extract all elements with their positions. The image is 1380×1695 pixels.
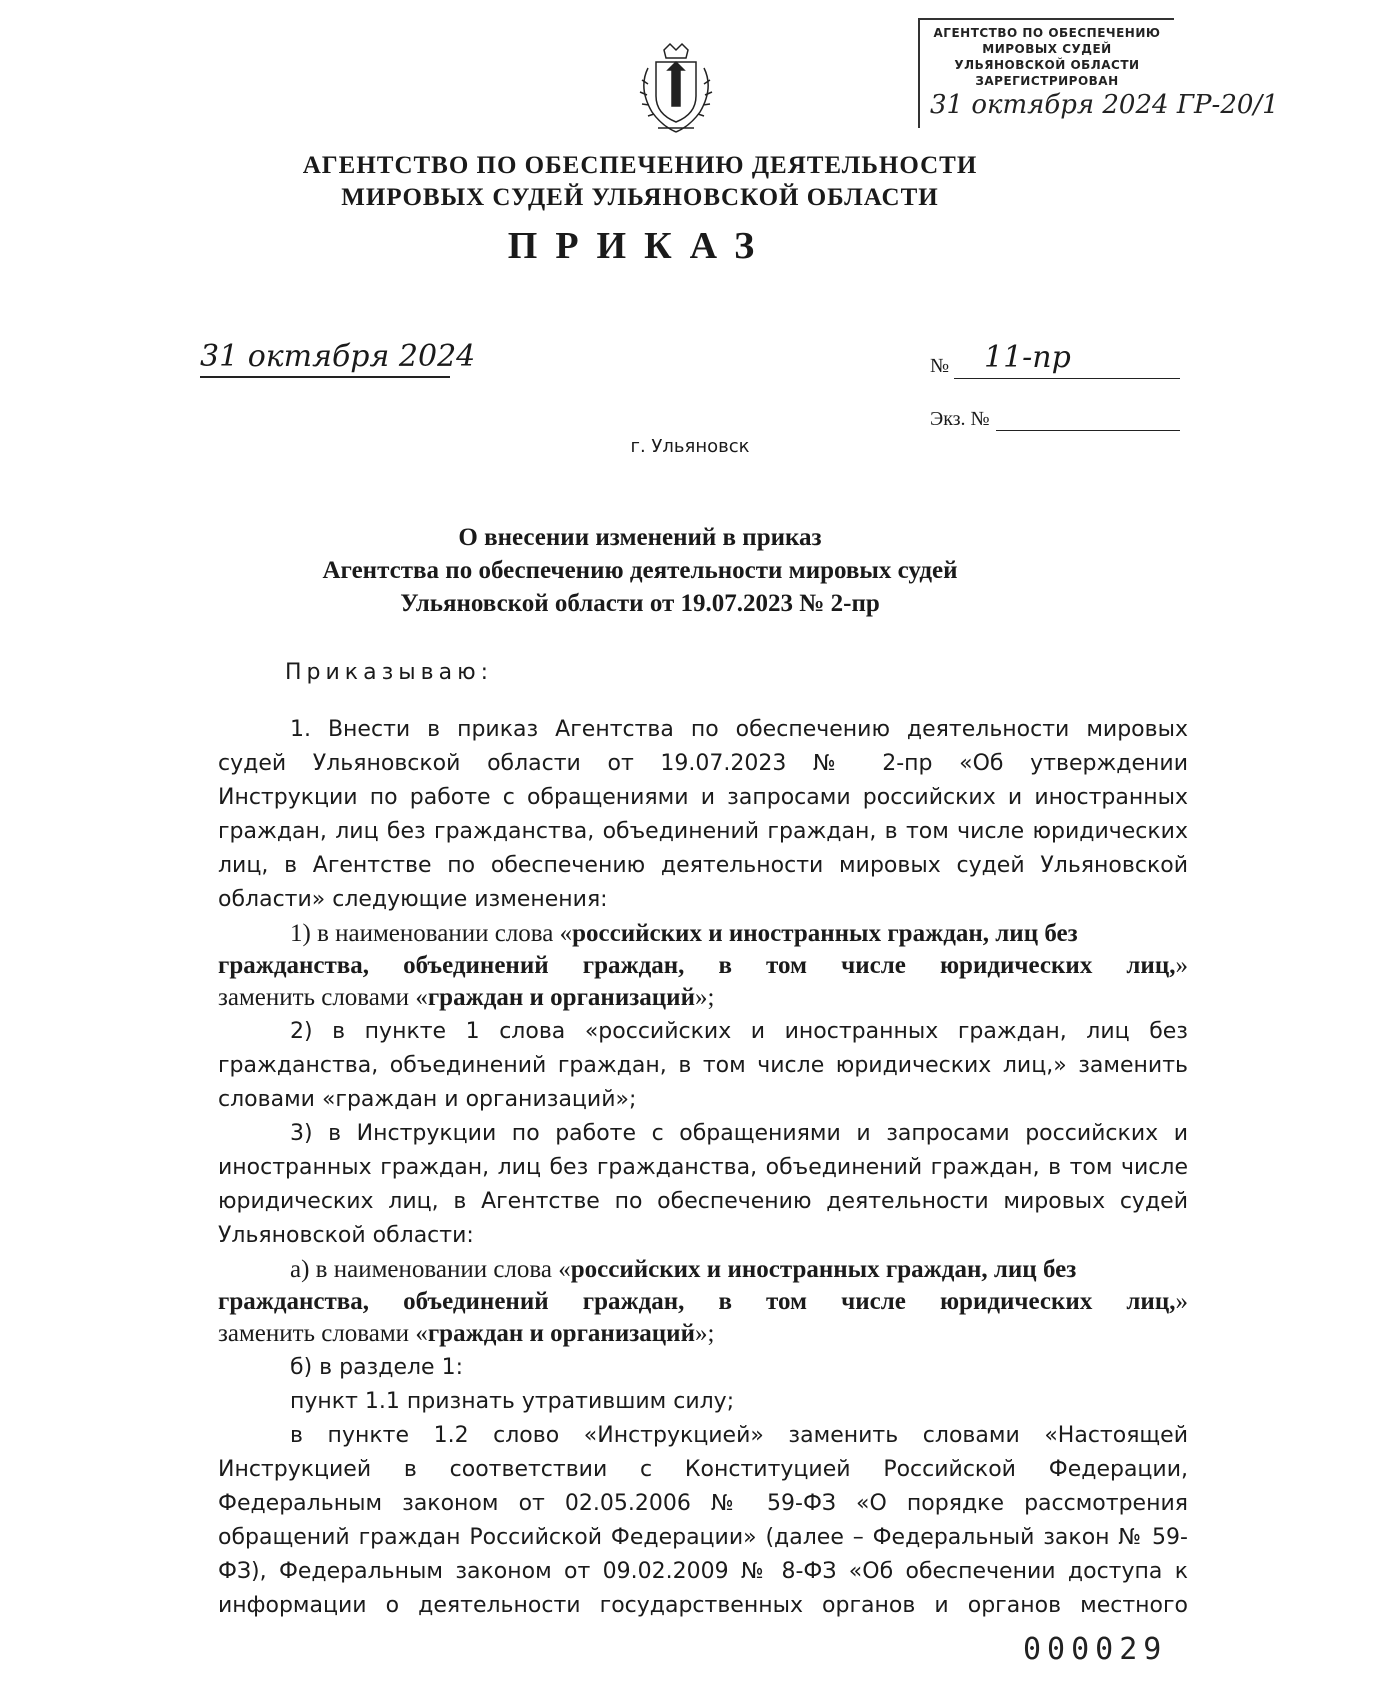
order-word: Приказываю: (285, 660, 494, 685)
body-line: пункт 1.1 признать утратившим силу; (290, 1389, 735, 1414)
body-line: Инструкцией в соответствии с Конституцией Российской Федерации, (218, 1457, 1188, 1482)
item-1-line2: гражданства, объединений граждан, в том числе юридических лиц,» (218, 952, 1188, 979)
stamp-handwritten-registration: 31 октября 2024 ГР-20/1 (930, 90, 1279, 120)
body-line: обращений граждан Российской Федерации» (далее – Федеральный закон № 59- (218, 1525, 1188, 1550)
item-a-line1: а) в наименовании слова «российских и иностранных граждан, лиц без (290, 1256, 1077, 1283)
page-number: 000029 (1023, 1632, 1168, 1667)
body-line: гражданства, объединений граждан, в том числе юридических лиц,» заменить (218, 1053, 1188, 1078)
subject-line3: Ульяновской области от 19.07.2023 № 2-пр (400, 590, 880, 617)
body-line: 3) в Инструкции по работе с обращениями и запросами российских и (290, 1121, 1188, 1146)
body-line: Федеральным законом от 02.05.2006 № 59-ФЗ «О порядке рассмотрения (218, 1491, 1188, 1516)
organization-name-line2: МИРОВЫХ СУДЕЙ УЛЬЯНОВСКОЙ ОБЛАСТИ (341, 184, 939, 211)
registration-stamp (918, 18, 1279, 128)
body-line: информации о деятельности государственных органов и органов местного (218, 1593, 1188, 1618)
body-line: словами «граждан и организаций»; (218, 1087, 637, 1112)
body-line: б) в разделе 1: (290, 1355, 463, 1380)
order-number-handwritten: 11-пр (984, 340, 1071, 375)
body-line: граждан, лиц без гражданства, объединений граждан, в том числе юридических (218, 819, 1188, 844)
body-line: Ульяновской области: (218, 1223, 474, 1248)
body-line: 1. Внести в приказ Агентства по обеспечению деятельности мировых (290, 717, 1188, 742)
organization-name-line1: АГЕНТСТВО ПО ОБЕСПЕЧЕНИЮ ДЕЯТЕЛЬНОСТИ (302, 152, 978, 179)
body-line: в пункте 1.2 слово «Инструкцией» заменить словами «Настоящей (290, 1423, 1188, 1448)
copy-number-field (996, 410, 1180, 431)
body-line: иностранных граждан, лиц без гражданства, объединений граждан, в том числе (218, 1155, 1188, 1180)
order-number-field (954, 340, 1180, 379)
subject-line2: Агентства по обеспечению деятельности мировых судей (322, 557, 958, 584)
item-1-line1: 1) в наименовании слова «российских и иностранных граждан, лиц без (290, 920, 1078, 947)
body-line: 2) в пункте 1 слова «российских и иностранных граждан, лиц без (290, 1019, 1188, 1044)
coat-of-arms-icon (634, 40, 718, 140)
body-line: Инструкции по работе с обращениями и запросами российских и иностранных (218, 785, 1188, 810)
body-line: области» следующие изменения: (218, 887, 608, 912)
item-a-line3: заменить словами «граждан и организаций»; (218, 1320, 715, 1347)
stamp-line: АГЕНТСТВО ПО ОБЕСПЕЧЕНИЮ (933, 26, 1161, 40)
copy-number-label: Экз. № (930, 408, 990, 430)
document-title: ПРИКАЗ (507, 225, 773, 267)
body-line: лиц, в Агентстве по обеспечению деятельности мировых судей Ульяновской (218, 853, 1188, 878)
stamp-line: УЛЬЯНОВСКОЙ ОБЛАСТИ (954, 58, 1140, 72)
body-line: судей Ульяновской области от 19.07.2023 № 2-пр «Об утверждении (218, 751, 1188, 776)
body-line: юридических лиц, в Агентстве по обеспечению деятельности мировых судей (218, 1189, 1188, 1214)
order-date-handwritten: 31 октября 2024 (200, 340, 450, 378)
subject-line1: О внесении изменений в приказ (458, 524, 822, 551)
item-1-line3: заменить словами «граждан и организаций»; (218, 984, 715, 1011)
item-a-line2: гражданства, объединений граждан, в том числе юридических лиц,» (218, 1288, 1188, 1315)
body-line: ФЗ), Федеральным законом от 09.02.2009 № 8-ФЗ «Об обеспечении доступа к (218, 1559, 1188, 1584)
stamp-line: ЗАРЕГИСТРИРОВАН (975, 74, 1119, 88)
number-label: № (930, 355, 950, 377)
city: г. Ульяновск (630, 436, 750, 457)
stamp-line: МИРОВЫХ СУДЕЙ (982, 42, 1112, 56)
